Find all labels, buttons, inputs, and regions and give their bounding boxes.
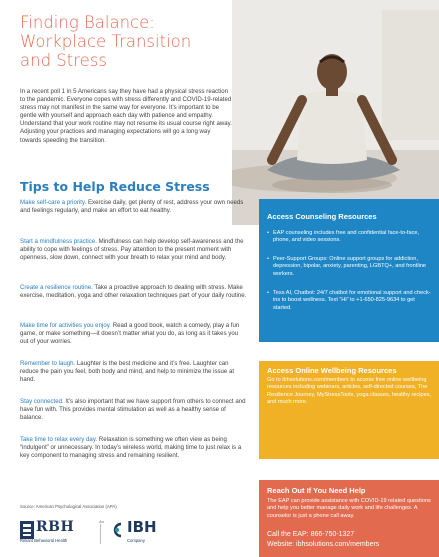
- help-box: [259, 480, 439, 557]
- tip-text: Laughter is the best medicine and it’s free. Laughter can reduce the pain you feel, both body and mind, and help to minimize the issue at hand.: [20, 360, 235, 384]
- footer-logos: [20, 516, 220, 550]
- tip-item: [20, 238, 248, 262]
- tip-text: Exercise daily, get plenty of rest, address your own needs and feelings regularly, and make an effort to eat healthy.: [20, 199, 244, 215]
- eap-phone: Call the EAP: 866-750-1327: [267, 531, 355, 538]
- help-body: The EAP can provide assistance with COVID-19 related questions and help you better manage daily work and life challenges. A counselor is just a phone call away.: [267, 498, 431, 519]
- intro-paragraph: In a recent poll 1 in 5 Americans say they have had a physical stress reaction to the pandemic. Everyone copes with stress differently and COVID-19-related stress may not manifest in the same way for everyone. It’s important to be gentle with yourself and approach each day with patience and empathy. Understand that your work routine may not resume its usual course right away. Adjusting your practices and managing expectations will go a long way towards speeding the transition.: [20, 88, 232, 144]
- title-line: Workplace Transition: [20, 32, 192, 51]
- tip-lead: Make self-care a priority.: [20, 199, 87, 206]
- hero-photo: [232, 0, 439, 225]
- tip-lead: Make time for activities you enjoy.: [20, 322, 111, 329]
- meditating-man-illustration: [232, 0, 439, 225]
- tip-lead: Take time to relax every day.: [20, 436, 98, 443]
- tip-item: [20, 360, 248, 384]
- ibh-logo-text: IBH: [127, 518, 157, 536]
- wellbeing-resources-box: [259, 361, 439, 459]
- counseling-bullet: • EAP counseling includes free and confidential face-to-face, phone, and video sessions.: [267, 230, 433, 245]
- wellbeing-title: Access Online Wellbeing Resources: [267, 366, 397, 375]
- ibh-logo-subtitle: Company: [127, 538, 145, 543]
- tip-lead: Stay connected.: [20, 398, 64, 405]
- counseling-title: Access Counseling Resources: [267, 212, 377, 221]
- tip-item: [20, 398, 248, 422]
- tip-text: Take a proactive approach to dealing with stress. Make exercise, meditation, yoga and other relaxation techniques part of your daily routine.: [20, 284, 247, 300]
- eap-website-link[interactable]: Website: ibhsolutions.com/members: [267, 541, 380, 548]
- wellbeing-body: Go to ibhsolutions.com/members to access free online wellbeing resources including webinars, articles, self-directed courses, The Resilience Journey, MyStressTools, yoga classes, healthy recipes, and much more.: [267, 377, 432, 406]
- tip-text: It’s also important that we have support from others to connect and have fun with. This provides mental stimulation as well as a healthy sense of balance.: [20, 398, 246, 422]
- tip-text: Mindfulness can help develop self-awareness and the ability to cope with feelings of stress. Pay attention to the present moment with openness, slow down, connect with your breath to relax your mind and body.: [20, 238, 244, 262]
- tips-heading: Tips to Help Reduce Stress: [20, 179, 210, 194]
- tip-text: Relaxation is something we often view as being “indulgent” or unnecessary. In today’s wireless world, making time to just relax is a key component to managing stress and remaining resilient.: [20, 436, 242, 460]
- an-label: An: [99, 519, 104, 524]
- counseling-bullet: • Tess AI, Chatbot: 24/7 chatbot for emotional support and check-ins to boost wellness. Text “Hi” to +1-650-825-9634 to get started.: [267, 290, 433, 312]
- page-title: [20, 13, 210, 70]
- title-line: and Stress: [20, 51, 107, 70]
- source-citation: Source: American Psychological Association (APA): [20, 504, 117, 509]
- counseling-bullet: • Peer-Support Groups: Online support groups for addiction, depression, bipolar, anxiety, parenting, LGBTQ+, and frontline workers.: [267, 256, 433, 278]
- ibh-logo-icon: [110, 522, 124, 538]
- tip-lead: Start a mindfulness practice.: [20, 238, 97, 245]
- tip-item: [20, 322, 248, 346]
- tip-item: [20, 199, 248, 215]
- help-title: Reach Out If You Need Help: [267, 486, 366, 495]
- tip-item: [20, 436, 248, 460]
- tip-lead: Create a resilience routine.: [20, 284, 93, 291]
- logo-divider: [100, 524, 101, 544]
- rbh-logo-text: RBH: [36, 519, 75, 535]
- rbh-logo-icon: [20, 521, 34, 539]
- tip-lead: Remember to laugh.: [20, 360, 76, 367]
- counseling-resources-box: [259, 199, 439, 342]
- tip-item: [20, 284, 248, 300]
- tip-text: Read a good book, watch a comedy, play a fun game, or make something—it doesn’t matter what you do, as long as it takes you out of your worries.: [20, 322, 240, 346]
- title-line: Finding Balance:: [20, 13, 155, 32]
- rbh-logo-subtitle: Reliant Behavioral Health: [20, 538, 68, 543]
